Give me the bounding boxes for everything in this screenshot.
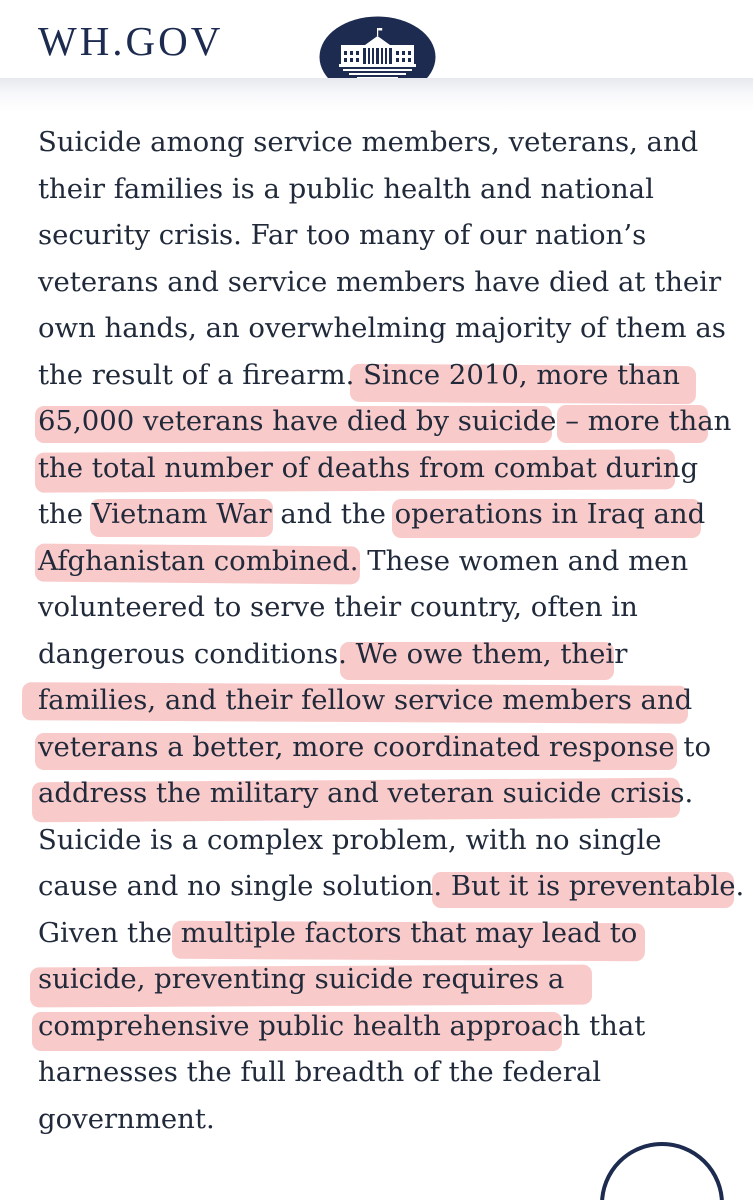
paragraph-line: cause and no single solution. But it is preventable. — [38, 870, 745, 902]
paragraph-line: security crisis. Far too many of our nation’s — [38, 219, 647, 251]
paragraph-line: Afghanistan combined. These women and men — [38, 544, 689, 577]
circle-button-icon[interactable] — [600, 1142, 724, 1200]
paragraph-line: Suicide among service members, veterans, and — [38, 126, 699, 158]
paragraph-line: government. — [38, 1102, 215, 1135]
site-header — [0, 0, 753, 80]
paragraph-line: veterans a better, more coordinated response to — [38, 730, 712, 763]
paragraph-line: comprehensive public health approach that — [38, 1009, 646, 1042]
site-name-logo[interactable]: WH.GOV — [38, 18, 224, 64]
paragraph-line: volunteered to serve their country, often in — [38, 591, 638, 623]
paragraph-line: their families is a public health and national — [38, 172, 654, 205]
paragraph-line: veterans and service members have died at their — [38, 265, 722, 298]
paragraph-line: dangerous conditions. We owe them, their — [38, 637, 628, 670]
paragraph-line: 65,000 veterans have died by suicide – more than — [38, 405, 732, 437]
paragraph-line: address the military and veteran suicide crisis. — [38, 777, 694, 809]
paragraph-line: harnesses the full breadth of the federal — [38, 1056, 602, 1088]
paragraph-line: the Vietnam War and the operations in Iraq and — [38, 498, 706, 530]
paragraph-line: the result of a firearm. Since 2010, more than — [38, 358, 680, 391]
paragraph-line: suicide, preventing suicide requires a — [38, 963, 565, 995]
paragraph-line: Given the multiple factors that may lead to — [38, 916, 638, 949]
paragraph-line: families, and their fellow service members and — [38, 684, 693, 716]
paragraph-line: Suicide is a complex problem, with no single — [38, 823, 662, 856]
header-shadow — [0, 78, 753, 112]
paragraph-line: the total number of deaths from combat during — [38, 451, 699, 484]
paragraph-line: own hands, an overwhelming majority of them as — [38, 312, 726, 344]
